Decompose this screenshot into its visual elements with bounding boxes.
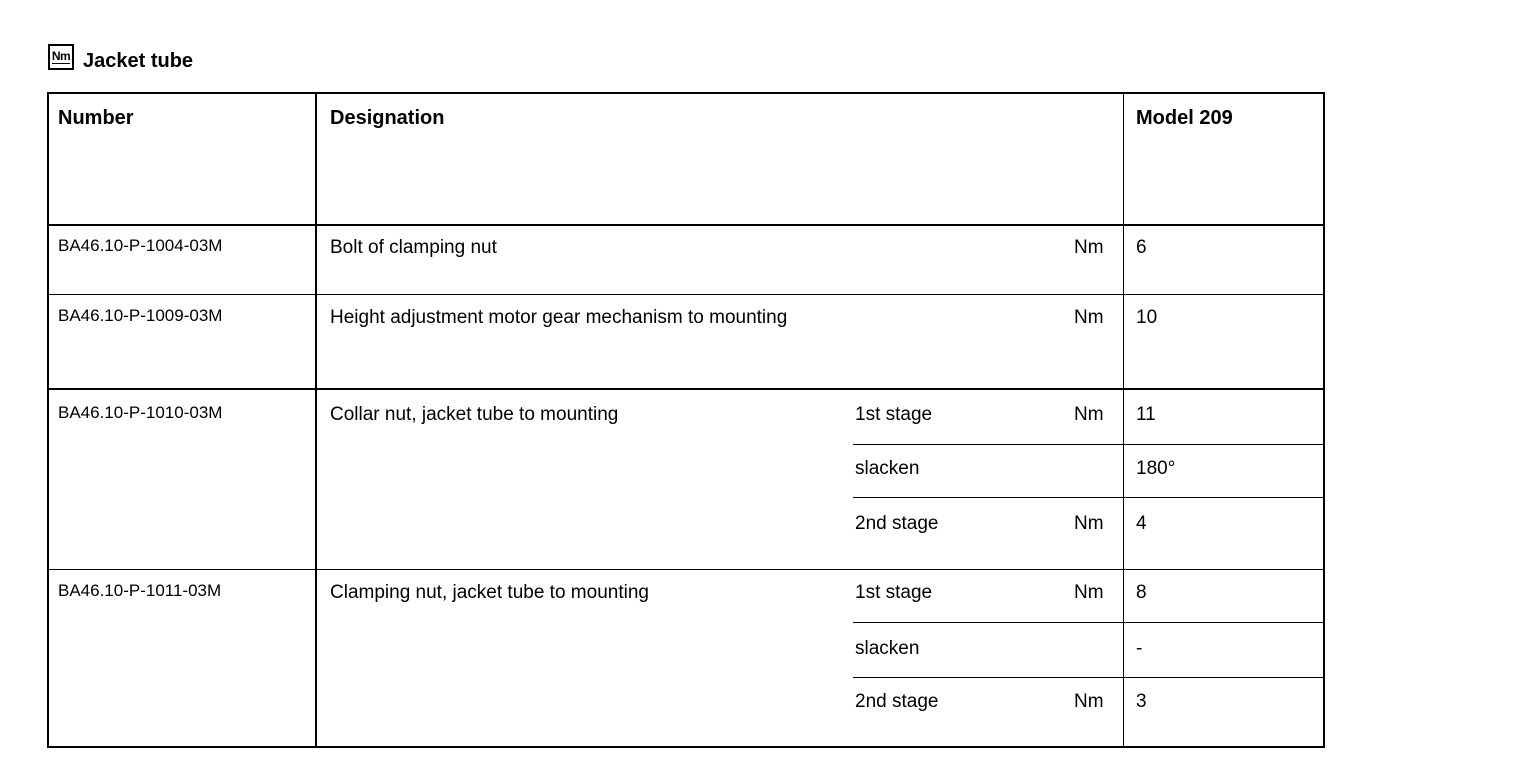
header-designation: Designation [330,107,445,129]
row-divider [47,388,1325,390]
header-number: Number [58,107,134,129]
stage-unit: Nm [1074,582,1104,603]
table-border-top [47,92,1325,94]
table-border-left [47,92,49,748]
stage-divider [853,622,1325,623]
page-title: Jacket tube [83,50,194,72]
row-number: BA46.10-P-1009-03M [58,306,223,325]
row-designation: Height adjustment motor gear mechanism to mounting [330,307,788,328]
stage-divider [853,497,1325,498]
stage-unit: Nm [1074,404,1104,425]
table-border-right [1323,92,1325,748]
stage-unit: Nm [1074,513,1104,534]
stage-value: 3 [1136,691,1147,712]
stage-label: 2nd stage [855,513,939,534]
stage-label: slacken [855,458,920,479]
row-number: BA46.10-P-1011-03M [58,581,222,600]
column-divider [1123,92,1124,748]
stage-value: - [1136,638,1143,659]
row-value: 10 [1136,307,1158,328]
torque-table [47,92,1325,748]
stage-divider [853,677,1325,678]
stage-label: 2nd stage [855,691,939,712]
stage-value: 8 [1136,582,1147,603]
row-designation: Bolt of clamping nut [330,237,497,258]
row-divider [47,569,1325,570]
row-value: 6 [1136,237,1147,258]
table-border-bottom [47,746,1325,748]
stage-label: slacken [855,638,920,659]
row-divider [47,224,1325,226]
nm-torque-icon: Nm [48,44,74,70]
row-designation: Clamping nut, jacket tube to mounting [330,582,649,603]
row-number: BA46.10-P-1010-03M [58,403,223,422]
stage-label: 1st stage [855,582,933,603]
row-divider [47,294,1325,295]
row-designation: Collar nut, jacket tube to mounting [330,404,619,425]
row-unit: Nm [1074,307,1104,328]
column-divider [315,92,317,748]
stage-value: 4 [1136,513,1147,534]
stage-value: 11 [1136,404,1156,425]
stage-unit: Nm [1074,691,1104,712]
stage-divider [853,444,1325,445]
stage-value: 180° [1136,458,1176,479]
row-unit: Nm [1074,237,1104,258]
row-number: BA46.10-P-1004-03M [58,236,223,255]
header-model: Model 209 [1136,107,1233,129]
stage-label: 1st stage [855,404,933,425]
